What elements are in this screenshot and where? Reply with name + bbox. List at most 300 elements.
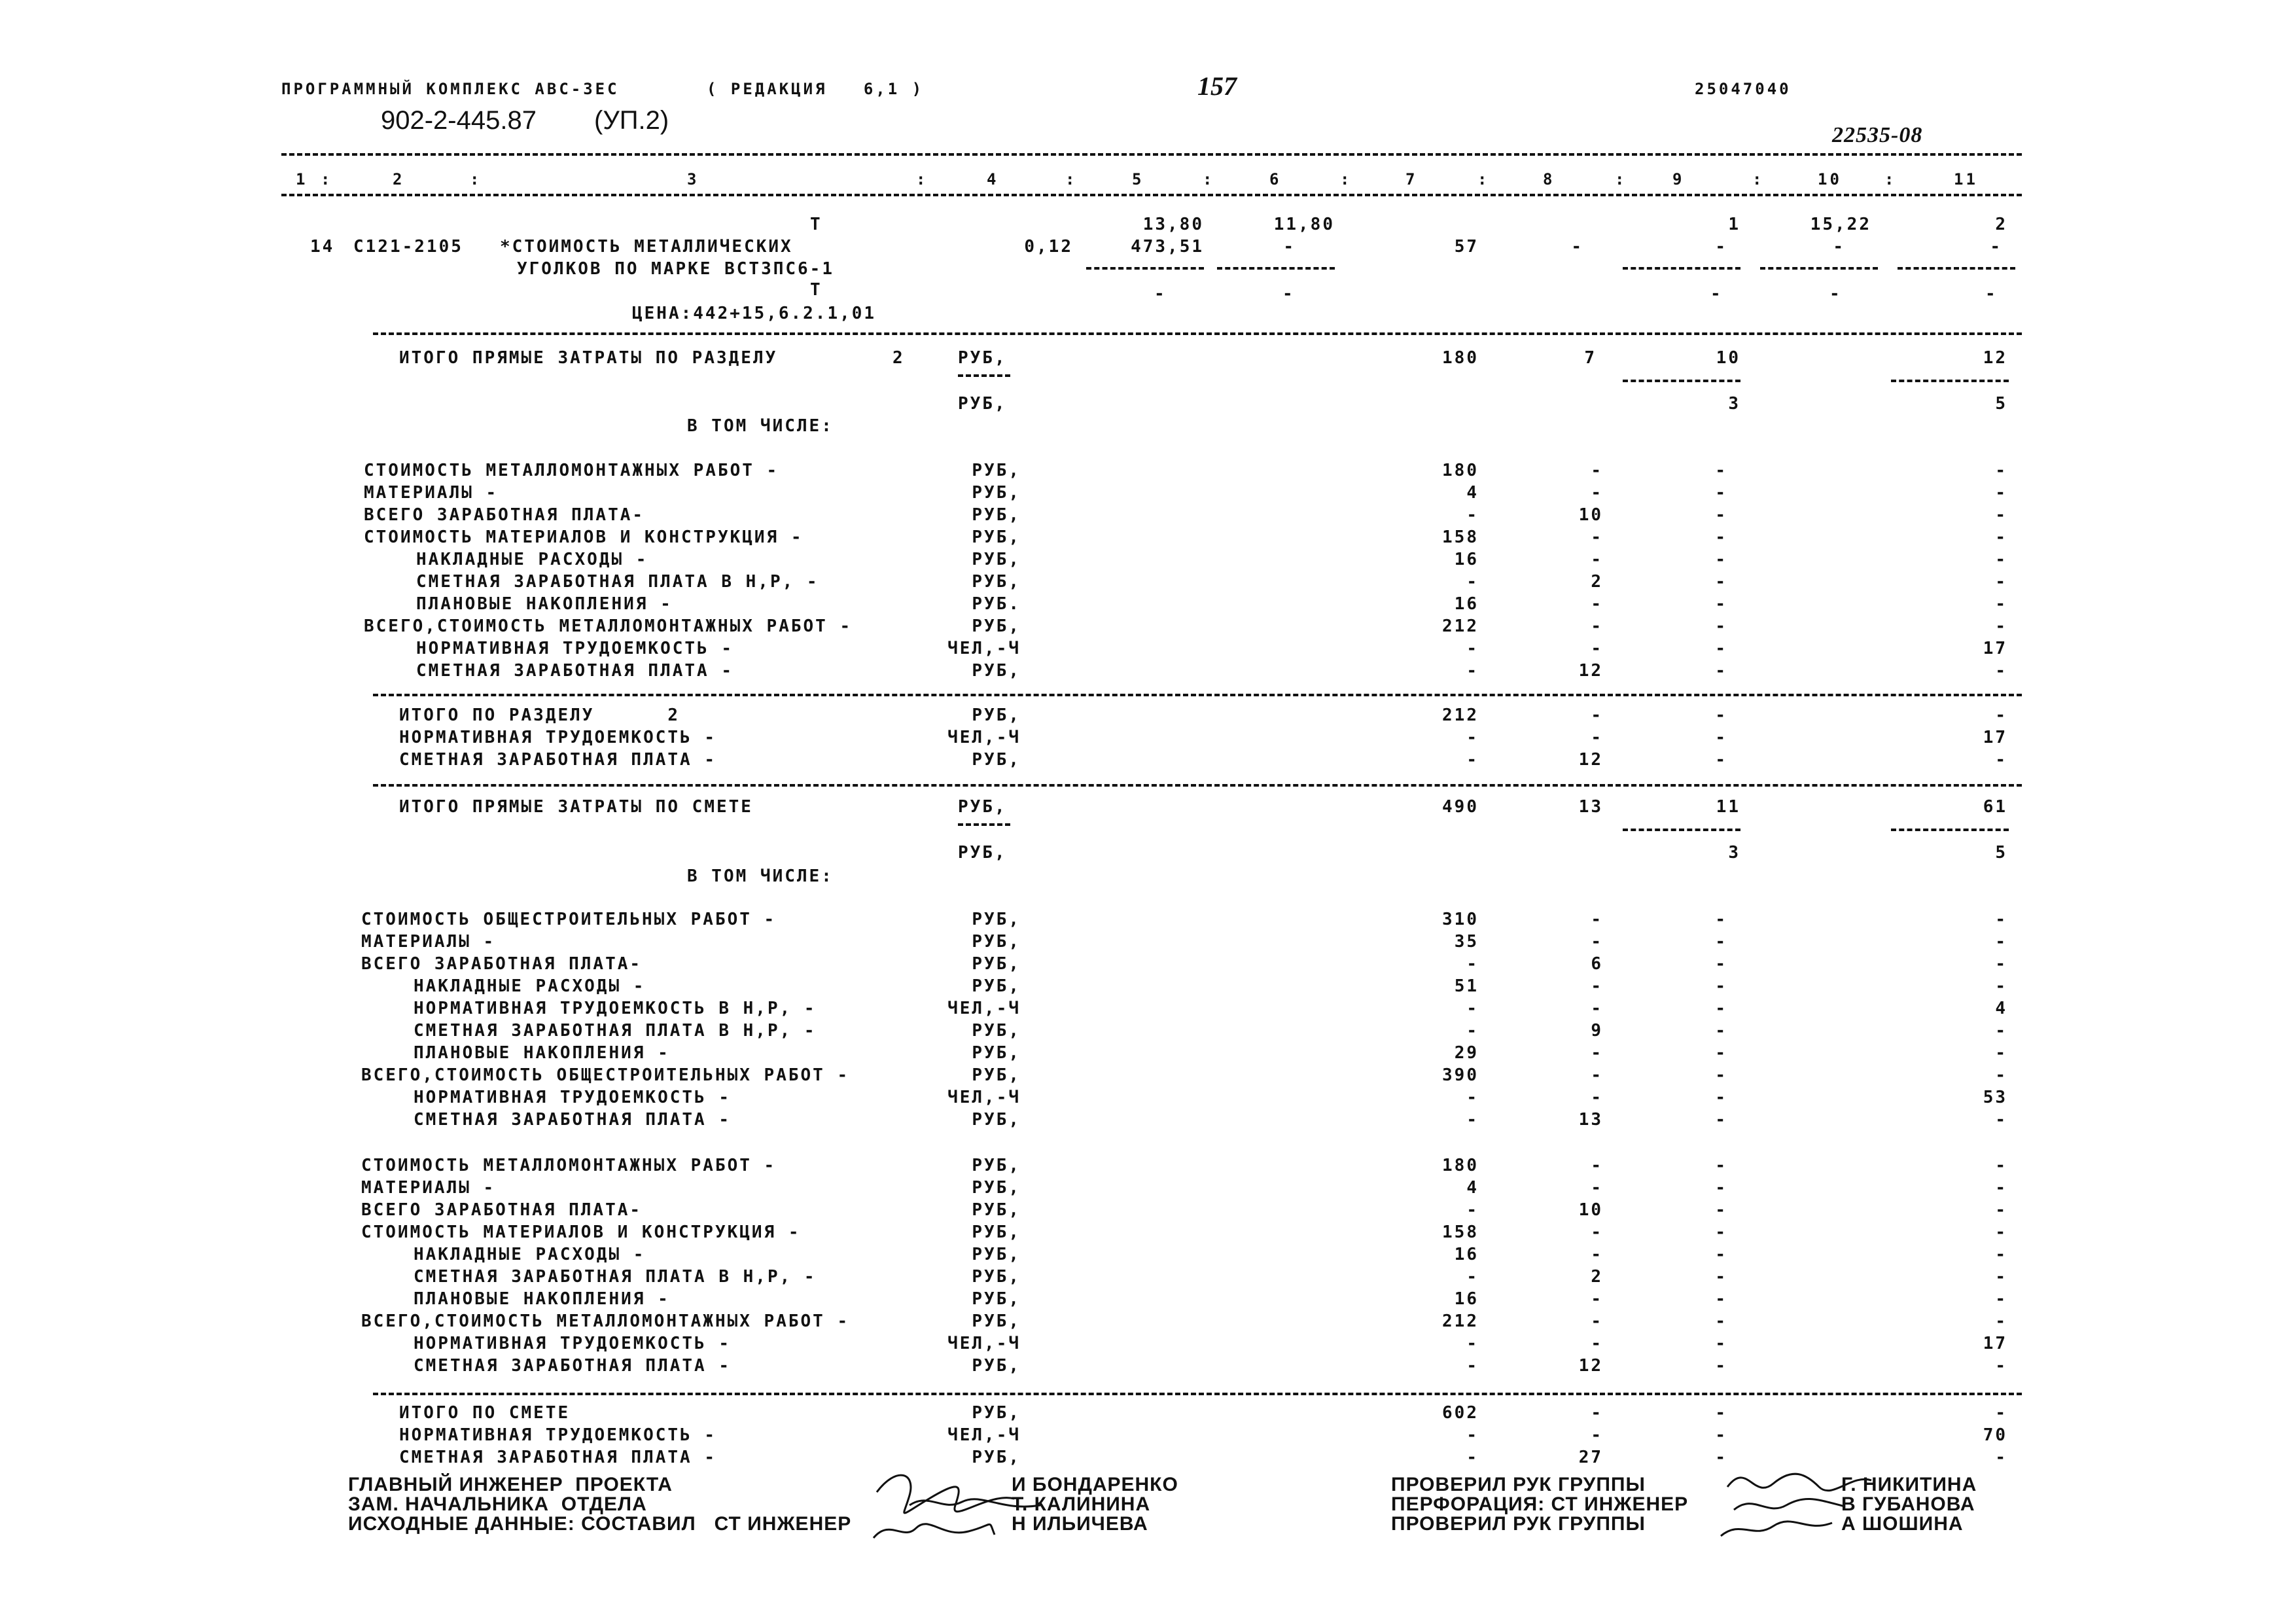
row-col9: -: [1715, 1043, 1727, 1063]
item-unit-t-top: Т: [810, 215, 822, 234]
item-col8: -: [1571, 237, 1583, 257]
row-unit: РУБ,: [972, 976, 1021, 996]
item-name-line2: УГОЛКОВ ПО МАРКЕ ВСТЗПС6-1: [517, 259, 834, 279]
row-label: СТОИМОСТЬ МАТЕРИАЛОВ И КОНСТРУКЦИЯ -: [361, 1222, 801, 1242]
row-col9: -: [1715, 999, 1727, 1018]
row-col11: 17: [1983, 728, 2007, 747]
column-separator: :: [1752, 170, 1765, 188]
row-col7: 16: [1454, 1289, 1479, 1309]
row-label: ИТОГО ПО СМЕТЕ: [399, 1403, 571, 1423]
row-col7: -: [1466, 1448, 1479, 1467]
signature-role: ИСХОДНЫЕ ДАННЫЕ: СОСТАВИЛ СТ ИНЖЕНЕР: [348, 1513, 852, 1535]
row-unit: ЧЕЛ,-Ч: [947, 1425, 1021, 1445]
row-col7: 4: [1466, 483, 1479, 503]
section-total-unit-underline: [958, 374, 1010, 377]
row-label: НОРМАТИВНАЯ ТРУДОЕМКОСТЬ В Н,Р, -: [414, 999, 817, 1018]
row-col8: 27: [1578, 1448, 1603, 1467]
row-col7: 212: [1442, 705, 1479, 725]
row-col7: -: [1466, 1200, 1479, 1220]
row-unit: РУБ,: [972, 1200, 1021, 1220]
row-col11: -: [1995, 572, 2007, 592]
item-col11: -: [1990, 237, 2002, 257]
row-col8: -: [1591, 461, 1603, 480]
row-col7: 4: [1466, 1178, 1479, 1198]
row-col7: 180: [1442, 1156, 1479, 1175]
estimate-total-col8: 13: [1578, 797, 1603, 817]
section-breakdown-rule: [373, 694, 2022, 696]
row-col9: -: [1715, 505, 1727, 525]
row-col8: -: [1591, 1403, 1603, 1423]
row-unit: РУБ,: [972, 616, 1021, 636]
row-unit: ЧЕЛ,-Ч: [947, 639, 1021, 658]
row-col9: -: [1715, 1110, 1727, 1130]
column-separator: :: [470, 170, 482, 188]
row-col7: 51: [1454, 976, 1479, 996]
row-col8: 12: [1578, 661, 1603, 681]
row-label: ВСЕГО,СТОИМОСТЬ МЕТАЛЛОМОНТАЖНЫХ РАБОТ -: [364, 616, 853, 636]
row-col11: -: [1995, 910, 2007, 929]
row-col9: -: [1715, 1200, 1727, 1220]
section-total-col9-underline: [1623, 380, 1740, 382]
row-col8: -: [1591, 639, 1603, 658]
row-col9: -: [1715, 483, 1727, 503]
row-col7: -: [1466, 1356, 1479, 1376]
row-col7: -: [1466, 639, 1479, 658]
row-col9: -: [1715, 1245, 1727, 1264]
row-col11: -: [1995, 976, 2007, 996]
row-col11: -: [1995, 1043, 2007, 1063]
estimate-total-col11-underline: [1891, 829, 2009, 831]
row-col8: -: [1591, 999, 1603, 1018]
row-label: ВСЕГО ЗАРАБОТНАЯ ПЛАТА-: [361, 1200, 643, 1220]
row-col7: -: [1466, 505, 1479, 525]
row-col8: 2: [1591, 1267, 1603, 1287]
row-unit: ЧЕЛ,-Ч: [947, 1334, 1021, 1353]
row-label: ВСЕГО ЗАРАБОТНАЯ ПЛАТА-: [361, 954, 643, 974]
row-col7: 158: [1442, 1222, 1479, 1242]
row-unit: РУБ,: [972, 461, 1021, 480]
row-col7: 16: [1454, 594, 1479, 614]
row-col9: -: [1715, 550, 1727, 569]
column-number: 2: [393, 170, 405, 188]
item-unit-t-bottom: Т: [810, 280, 822, 300]
section-total-col9: 10: [1716, 348, 1740, 368]
signature-name: В ГУБАНОВА: [1841, 1493, 1975, 1515]
row-unit: РУБ,: [972, 527, 1021, 547]
row-col7: 16: [1454, 550, 1479, 569]
row-col8: 10: [1578, 505, 1603, 525]
row-label: ПЛАНОВЫЕ НАКОПЛЕНИЯ -: [414, 1289, 670, 1309]
row-col9: -: [1715, 705, 1727, 725]
row-unit: ЧЕЛ,-Ч: [947, 728, 1021, 747]
row-label: ВСЕГО,СТОИМОСТЬ ОБЩЕСТРОИТЕЛЬНЫХ РАБОТ -: [361, 1065, 850, 1085]
row-col11: -: [1995, 1021, 2007, 1041]
row-col9: -: [1715, 1065, 1727, 1085]
column-number: 5: [1132, 170, 1144, 188]
column-number: 3: [687, 170, 699, 188]
column-separator: :: [1065, 170, 1078, 188]
row-col7: -: [1466, 572, 1479, 592]
section-total-col11-underline: [1891, 380, 2009, 382]
row-col7: -: [1466, 728, 1479, 747]
item-underline-col9: [1623, 267, 1740, 270]
row-unit: РУБ,: [972, 1403, 1021, 1423]
row-label: ПЛАНОВЫЕ НАКОПЛЕНИЯ -: [414, 1043, 670, 1063]
row-col8: 12: [1578, 1356, 1603, 1376]
row-col8: -: [1591, 1178, 1603, 1198]
row-col8: -: [1591, 1425, 1603, 1445]
row-col11: -: [1995, 461, 2007, 480]
row-col8: -: [1591, 910, 1603, 929]
row-col7: -: [1466, 1334, 1479, 1353]
row-col8: -: [1591, 1088, 1603, 1107]
row-col11: -: [1995, 954, 2007, 974]
row-col7: -: [1466, 1110, 1479, 1130]
row-col11: -: [1995, 550, 2007, 569]
row-label: НАКЛАДНЫЕ РАСХОДЫ -: [414, 976, 646, 996]
column-separator: :: [321, 170, 333, 188]
row-col11: -: [1995, 1245, 2007, 1264]
estimate-total-col11-b: 5: [1995, 843, 2007, 863]
row-label: НАКЛАДНЫЕ РАСХОДЫ -: [416, 550, 648, 569]
row-col9: -: [1715, 1021, 1727, 1041]
column-separator: :: [1615, 170, 1627, 188]
row-label: СМЕТНАЯ ЗАРАБОТНАЯ ПЛАТА В Н,Р, -: [416, 572, 819, 592]
row-col7: -: [1466, 661, 1479, 681]
row-col9: -: [1715, 1311, 1727, 1331]
row-col11: -: [1995, 594, 2007, 614]
row-col9: -: [1715, 1448, 1727, 1467]
row-unit: РУБ,: [972, 505, 1021, 525]
row-col7: 16: [1454, 1245, 1479, 1264]
signature-name: Г. НИКИТИНА: [1841, 1474, 1977, 1495]
row-col8: -: [1591, 976, 1603, 996]
row-col11: -: [1995, 1289, 2007, 1309]
estimate-total-col9: 11: [1716, 797, 1740, 817]
row-col8: -: [1591, 1311, 1603, 1331]
row-unit: РУБ,: [972, 1178, 1021, 1198]
estimate-total-label: ИТОГО ПРЯМЫЕ ЗАТРАТЫ ПО СМЕТЕ: [399, 797, 753, 817]
row-col8: -: [1591, 1222, 1603, 1242]
column-number: 6: [1269, 170, 1282, 188]
row-col9: -: [1715, 750, 1727, 770]
item-col9-bottom: -: [1710, 284, 1723, 304]
row-col7: 310: [1442, 910, 1479, 929]
item-quantity: 0,12: [1024, 237, 1073, 257]
row-col9: -: [1715, 1178, 1727, 1198]
row-label: МАТЕРИАЛЫ -: [364, 483, 499, 503]
row-col8: -: [1591, 1334, 1603, 1353]
row-col11: -: [1995, 1311, 2007, 1331]
row-col7: 212: [1442, 616, 1479, 636]
row-label: СМЕТНАЯ ЗАРАБОТНАЯ ПЛАТА -: [416, 661, 733, 681]
row-unit: РУБ,: [972, 1311, 1021, 1331]
row-col11: -: [1995, 1065, 2007, 1085]
row-col8: 10: [1578, 1200, 1603, 1220]
section-total-unit: РУБ,: [958, 348, 1007, 368]
project-code: 902-2-445.87: [381, 106, 537, 135]
section-total-including: В ТОМ ЧИСЛЕ:: [687, 416, 834, 436]
item-col11-top: 2: [1995, 215, 2007, 234]
row-col11: -: [1995, 661, 2007, 681]
section-total-number: 2: [892, 348, 905, 368]
row-unit: РУБ,: [972, 1222, 1021, 1242]
column-number: 7: [1405, 170, 1418, 188]
row-col11: -: [1995, 1403, 2007, 1423]
estimate-total-col11: 61: [1983, 797, 2007, 817]
row-label: ВСЕГО ЗАРАБОТНАЯ ПЛАТА-: [364, 505, 645, 525]
row-col8: -: [1591, 728, 1603, 747]
row-col7: -: [1466, 1088, 1479, 1107]
row-col11: 17: [1983, 1334, 2007, 1353]
metal-breakdown-rule: [373, 1393, 2022, 1395]
row-label: СТОИМОСТЬ ОБЩЕСТРОИТЕЛЬНЫХ РАБОТ -: [361, 910, 777, 929]
signature-name: А ШОШИНА: [1841, 1513, 1964, 1535]
column-number: 9: [1672, 170, 1685, 188]
row-unit: РУБ,: [972, 910, 1021, 929]
row-col8: 12: [1578, 750, 1603, 770]
item-col10: -: [1833, 237, 1845, 257]
row-label: НАКЛАДНЫЕ РАСХОДЫ -: [414, 1245, 646, 1264]
row-col8: -: [1591, 594, 1603, 614]
row-unit: РУБ,: [972, 572, 1021, 592]
row-unit: РУБ,: [972, 1356, 1021, 1376]
estimate-total-col9-b: 3: [1728, 843, 1740, 863]
row-col11: -: [1995, 1222, 2007, 1242]
row-label: СТОИМОСТЬ МАТЕРИАЛОВ И КОНСТРУКЦИЯ -: [364, 527, 804, 547]
row-col9: -: [1715, 1425, 1727, 1445]
row-col9: -: [1715, 1222, 1727, 1242]
row-col9: -: [1715, 461, 1727, 480]
signature-name: Т. КАЛИНИНА: [1012, 1493, 1151, 1515]
handwritten-signature-left: [870, 1466, 1067, 1551]
row-col9: -: [1715, 572, 1727, 592]
program-name: ПРОГРАММНЫЙ КОМПЛЕКС АВС-ЗЕС: [281, 80, 620, 98]
row-col11: 53: [1983, 1088, 2007, 1107]
item-price: ЦЕНА:442+15,6.2.1,01: [632, 304, 877, 323]
row-col11: -: [1995, 616, 2007, 636]
row-col7: -: [1466, 1267, 1479, 1287]
row-col8: -: [1591, 1289, 1603, 1309]
item-col9: -: [1715, 237, 1727, 257]
column-number: 11: [1954, 170, 1978, 188]
item-underline-col5: [1086, 267, 1204, 270]
row-col9: -: [1715, 661, 1727, 681]
estimate-total-col9-underline: [1623, 829, 1740, 831]
document-code: 25047040: [1695, 80, 1792, 98]
row-label: СМЕТНАЯ ЗАРАБОТНАЯ ПЛАТА -: [414, 1356, 731, 1376]
row-col11: -: [1995, 705, 2007, 725]
row-unit: РУБ,: [972, 1245, 1021, 1264]
row-col7: 390: [1442, 1065, 1479, 1085]
row-label: МАТЕРИАЛЫ -: [361, 1178, 496, 1198]
item-code: С121-2105: [353, 237, 463, 257]
item-col7: 57: [1454, 237, 1479, 257]
signature-name: И БОНДАРЕНКО: [1012, 1474, 1178, 1495]
row-col9: -: [1715, 910, 1727, 929]
item-name-line1: *СТОИМОСТЬ МЕТАЛЛИЧЕСКИХ: [500, 237, 793, 257]
row-col9: -: [1715, 1403, 1727, 1423]
section-total-col11-b: 5: [1995, 394, 2007, 414]
row-label: СМЕТНАЯ ЗАРАБОТНАЯ ПЛАТА -: [414, 1110, 731, 1130]
row-col8: 13: [1578, 1110, 1603, 1130]
row-unit: РУБ,: [972, 550, 1021, 569]
row-label: СМЕТНАЯ ЗАРАБОТНАЯ ПЛАТА -: [399, 1448, 716, 1467]
row-label: МАТЕРИАЛЫ -: [361, 932, 496, 952]
row-label: НОРМАТИВНАЯ ТРУДОЕМКОСТЬ -: [399, 1425, 716, 1445]
row-col9: -: [1715, 616, 1727, 636]
item-col9-top: 1: [1728, 215, 1740, 234]
row-col11: -: [1995, 1110, 2007, 1130]
row-col9: -: [1715, 1156, 1727, 1175]
item-col6-bottom: -: [1282, 284, 1295, 304]
column-number: 1: [296, 170, 308, 188]
row-unit: РУБ,: [972, 1156, 1021, 1175]
row-col8: -: [1591, 1245, 1603, 1264]
row-col9: -: [1715, 1267, 1727, 1287]
row-col9: -: [1715, 1289, 1727, 1309]
row-col11: -: [1995, 1200, 2007, 1220]
row-col9: -: [1715, 1088, 1727, 1107]
header-rule-top: [281, 153, 2022, 156]
row-col8: 2: [1591, 572, 1603, 592]
row-unit: ЧЕЛ,-Ч: [947, 999, 1021, 1018]
row-col11: -: [1995, 932, 2007, 952]
column-separator: :: [916, 170, 928, 188]
section-total-col8: 7: [1584, 348, 1597, 368]
estimate-total-unit2: РУБ,: [958, 843, 1007, 863]
header-rule-bottom: [281, 194, 2022, 196]
item-underline-col6: [1217, 267, 1335, 270]
row-col7: 35: [1454, 932, 1479, 952]
signature-name: Н ИЛЬИЧЕВА: [1012, 1513, 1148, 1535]
item-col5-bottom: -: [1154, 284, 1167, 304]
row-col8: -: [1591, 1043, 1603, 1063]
row-col8: -: [1591, 932, 1603, 952]
row-label: ИТОГО ПО РАЗДЕЛУ 2: [399, 705, 680, 725]
row-col7: -: [1466, 1425, 1479, 1445]
column-separator: :: [1884, 170, 1897, 188]
item-col10-bottom: -: [1829, 284, 1842, 304]
row-unit: РУБ.: [972, 594, 1021, 614]
row-col11: 4: [1995, 999, 2007, 1018]
row-col9: -: [1715, 1356, 1727, 1376]
row-col8: -: [1591, 1156, 1603, 1175]
row-col7: 602: [1442, 1403, 1479, 1423]
row-col8: -: [1591, 483, 1603, 503]
row-col7: 212: [1442, 1311, 1479, 1331]
row-col11: 17: [1983, 639, 2007, 658]
row-col11: -: [1995, 505, 2007, 525]
row-label: ПЛАНОВЫЕ НАКОПЛЕНИЯ -: [416, 594, 673, 614]
row-unit: РУБ,: [972, 1289, 1021, 1309]
column-number: 10: [1818, 170, 1842, 188]
row-col7: 180: [1442, 461, 1479, 480]
estimate-total-unit: РУБ,: [958, 797, 1007, 817]
album-number: (УП.2): [594, 106, 669, 135]
row-col11: -: [1995, 750, 2007, 770]
row-unit: РУБ,: [972, 1110, 1021, 1130]
item-col6-top: 11,80: [1273, 215, 1335, 234]
signature-role: ЗАМ. НАЧАЛЬНИКА ОТДЕЛА: [348, 1493, 647, 1515]
row-unit: РУБ,: [972, 1021, 1021, 1041]
row-col8: -: [1591, 616, 1603, 636]
signature-role: ГЛАВНЫЙ ИНЖЕНЕР ПРОЕКТА: [348, 1474, 673, 1495]
column-separator: :: [1477, 170, 1490, 188]
row-col9: -: [1715, 954, 1727, 974]
section-summary-rule: [373, 784, 2022, 787]
section-total-col11: 12: [1983, 348, 2007, 368]
page-number: 157: [1197, 71, 1237, 101]
row-col11: 70: [1983, 1425, 2007, 1445]
item-col6: -: [1283, 237, 1296, 257]
row-unit: РУБ,: [972, 1043, 1021, 1063]
row-unit: РУБ,: [972, 954, 1021, 974]
row-unit: РУБ,: [972, 1267, 1021, 1287]
estimate-total-col7: 490: [1442, 797, 1479, 817]
row-col9: -: [1715, 728, 1727, 747]
row-col9: -: [1715, 976, 1727, 996]
row-col9: -: [1715, 932, 1727, 952]
item-number: 14: [310, 237, 335, 257]
row-unit: РУБ,: [972, 705, 1021, 725]
item-underline-col11: [1898, 267, 2015, 270]
section-total-col9-b: 3: [1728, 394, 1740, 414]
row-label: ВСЕГО,СТОИМОСТЬ МЕТАЛЛОМОНТАЖНЫХ РАБОТ -: [361, 1311, 850, 1331]
program-edition: ( РЕДАКЦИЯ 6,1 ): [707, 80, 925, 98]
row-unit: РУБ,: [972, 932, 1021, 952]
column-separator: :: [1203, 170, 1215, 188]
item-col11-bottom: -: [1985, 284, 1998, 304]
item-col5: 473,51: [1131, 237, 1204, 257]
row-col11: -: [1995, 483, 2007, 503]
row-label: СМЕТНАЯ ЗАРАБОТНАЯ ПЛАТА В Н,Р, -: [414, 1267, 817, 1287]
column-number: 4: [987, 170, 999, 188]
column-number: 8: [1543, 170, 1555, 188]
row-col7: 29: [1454, 1043, 1479, 1063]
handwritten-signature-right: [1714, 1461, 1884, 1546]
row-col7: -: [1466, 954, 1479, 974]
row-col8: -: [1591, 550, 1603, 569]
signature-role: ПЕРФОРАЦИЯ: СТ ИНЖЕНЕР: [1391, 1493, 1689, 1515]
section-total-label: ИТОГО ПРЯМЫЕ ЗАТРАТЫ ПО РАЗДЕЛУ: [399, 348, 778, 368]
row-label: СТОИМОСТЬ МЕТАЛЛОМОНТАЖНЫХ РАБОТ -: [364, 461, 779, 480]
row-col8: -: [1591, 705, 1603, 725]
row-col9: -: [1715, 1334, 1727, 1353]
row-unit: РУБ,: [972, 661, 1021, 681]
row-col9: -: [1715, 594, 1727, 614]
row-label: НОРМАТИВНАЯ ТРУДОЕМКОСТЬ -: [416, 639, 733, 658]
section-total-col7: 180: [1442, 348, 1479, 368]
column-separator: :: [1340, 170, 1352, 188]
row-col7: -: [1466, 750, 1479, 770]
item-col10-top: 15,22: [1810, 215, 1871, 234]
row-col11: -: [1995, 1178, 2007, 1198]
row-label: СМЕТНАЯ ЗАРАБОТНАЯ ПЛАТА В Н,Р, -: [414, 1021, 817, 1041]
row-col11: -: [1995, 1356, 2007, 1376]
row-label: НОРМАТИВНАЯ ТРУДОЕМКОСТЬ -: [414, 1334, 731, 1353]
section-total-unit2: РУБ,: [958, 394, 1007, 414]
row-col11: -: [1995, 1156, 2007, 1175]
row-unit: ЧЕЛ,-Ч: [947, 1088, 1021, 1107]
row-col8: -: [1591, 1065, 1603, 1085]
row-col7: -: [1466, 1021, 1479, 1041]
row-col7: -: [1466, 999, 1479, 1018]
signature-role: ПРОВЕРИЛ РУК ГРУППЫ: [1391, 1474, 1646, 1495]
row-col8: -: [1591, 527, 1603, 547]
row-label: СТОИМОСТЬ МЕТАЛЛОМОНТАЖНЫХ РАБОТ -: [361, 1156, 777, 1175]
item-underline-col10: [1760, 267, 1878, 270]
